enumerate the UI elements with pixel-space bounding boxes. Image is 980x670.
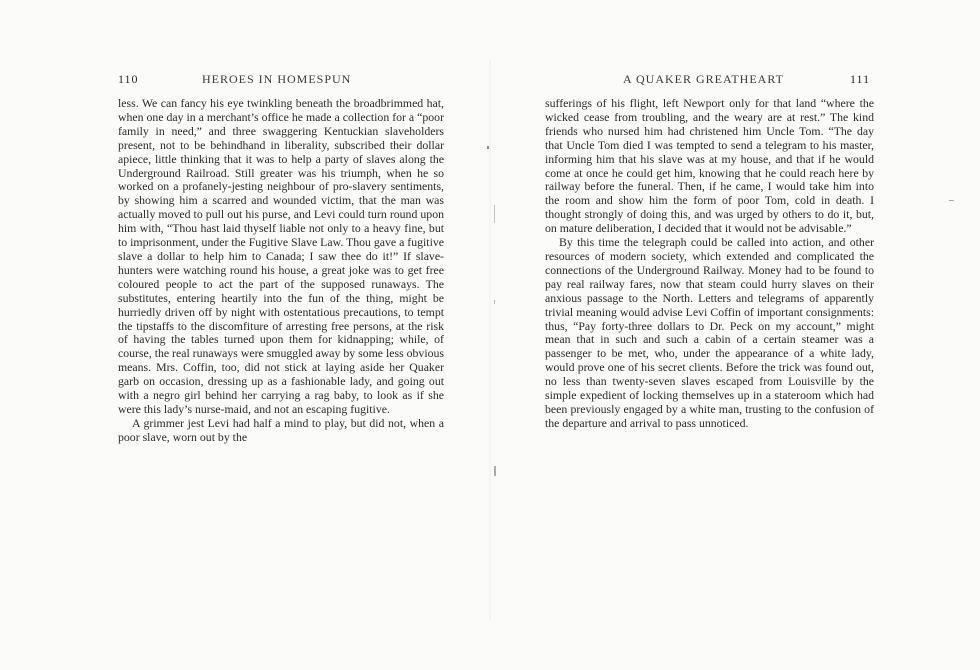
left-running-title: HEROES IN HOMESPUN [202, 72, 352, 86]
right-page [490, 0, 980, 670]
left-page-body [118, 97, 444, 445]
left-paragraph-2: A grimmer jest Levi had half a mind to play, but did not, when a poor slave, worn out by the [118, 415, 444, 444]
right-paragraph-1: sufferings of his flight, left Newport only for that land “where the wicked cease from troubling, and the weary are at rest.” The kind friends who nursed him had christened him Uncle Tom. “The day that Uncle Tom died I was tempted to send a telegram to his master, informing him that his slave was at my house, and that if he would come at once he could get him, knowing that he could reach here by railway before the funeral. Then, if he came, I would take him into the room and show him the form of poor Tom, cold in death. I thought strongly of doing this, and was urged by others to do it, but, on mature deliberation, I decided that it would not be advisable.” [545, 96, 874, 236]
scan-speck [494, 466, 496, 476]
scan-speck [487, 146, 489, 149]
right-page-number: 111 [850, 72, 871, 86]
scan-speck [494, 205, 495, 223]
right-page-body [545, 97, 874, 431]
left-page-number: 110 [118, 72, 139, 86]
scan-speck [494, 300, 495, 304]
right-running-title: A QUAKER GREATHEART [623, 72, 784, 86]
scan-speck [949, 200, 954, 201]
left-paragraph-1: less. We can fancy his eye twinkling beneath the broadbrimmed hat, when one day in a merchant’s office he made a collection for a “poor family in need,” and three swaggering Kentuckian slaveholders present, not to be behindhand in liberality, subscribed their dollar apiece, little thinking that it was to help a party of slaves along the Underground Railroad. Still greater was his triumph, when he so worked on a profanely-jesting neighbour of pro-slavery sentiments, by showing him a scarred and wounded victim, that the man was actually moved to pull out his purse, and Levi could turn round upon him with, “Thou hast laid thyself liable not only to a heavy fine, but to imprisonment, under the Fugitive Slave Law. Thou gave a fugitive slave a dollar to help him to Canada; I saw thee do it!” If slave-hunters were watching round his house, a great joke was to get free coloured people to act the part of the supposed runaways. The substitutes, entering heartily into the fun of the thing, might be hurriedly driven off by night with ostentatious precautions, to tempt the tipstaffs to the discomfiture of arresting free persons, at the risk of having the tables turned upon them for kidnapping; while, of course, the real runaways were smuggled away by some less obvious means. Mrs. Coffin, too, did not stick at laying aside her Quaker garb on occasion, dressing up as a fashionable lady, and going out with a negro girl behind her carrying a rag baby, to look as if she were this lady’s nurse-maid, and not an escaping fugitive. [118, 96, 444, 416]
right-paragraph-2: By this time the telegraph could be called into action, and other resources of modern society, which extended and complicated the connections of the Underground Railway. Money had to be found to pay real railway fares, now that steam could hurry slaves on their anxious passage to the North. Letters and telegrams of apparently trivial meaning would advise Levi Coffin of important consignments: thus, “Pay forty-three dollars to Dr. Peck on my account,” might mean that in such and such a cabin of a certain steamer was a passenger to be met, who, under the appearance of a white lady, would prove one of his secret clients. Before the trick was found out, no less than twenty-seven slaves escaped from Louisville by the simple expedient of locking themselves up in a stateroom which had been previously engaged by a white man, trusting to the confusion of the departure and arrival to pass unnoticed. [545, 235, 874, 430]
